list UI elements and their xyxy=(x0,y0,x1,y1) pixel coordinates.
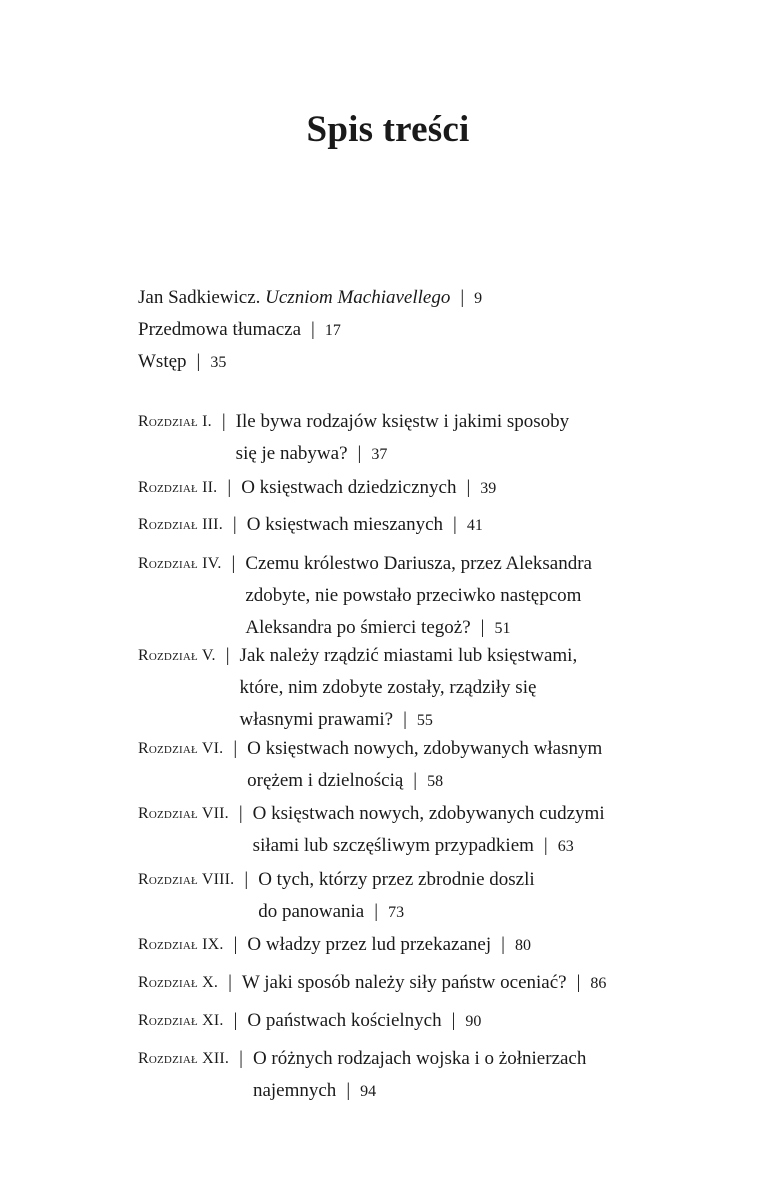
page-number: 94 xyxy=(360,1083,377,1100)
chapter-title-line: O księstwach mieszanych xyxy=(246,514,444,535)
separator: | xyxy=(233,738,238,759)
page-number: 41 xyxy=(466,517,483,534)
toc-chapter-11[interactable] xyxy=(138,1005,481,1038)
separator: | xyxy=(451,1010,456,1031)
chapter-title-line: O księstwach dziedzicznych xyxy=(241,477,457,498)
separator: | xyxy=(460,287,465,308)
chapter-label: Rozdział VII. xyxy=(138,805,229,822)
chapter-title-line: O księstwach nowych, zdobywanych cudzymi xyxy=(252,803,605,824)
chapter-title-line: O tych, którzy przez zbrodnie doszli xyxy=(258,869,535,890)
separator: | xyxy=(196,351,201,372)
separator: | xyxy=(227,477,232,498)
chapter-label: Rozdział VI. xyxy=(138,740,224,757)
entry-author: Jan Sadkiewicz. xyxy=(138,287,266,308)
page-number: 35 xyxy=(210,354,227,371)
page-number: 17 xyxy=(324,322,341,339)
toc-chapter-4[interactable] xyxy=(138,548,592,645)
page-number: 39 xyxy=(480,480,497,497)
chapter-title-line: O państwach kościelnych xyxy=(247,1010,442,1031)
chapter-title-line: orężem i dzielnością xyxy=(247,770,404,791)
page-number: 86 xyxy=(590,975,607,992)
separator: | xyxy=(374,901,379,922)
toc-chapter-12[interactable] xyxy=(138,1043,586,1108)
toc-chapter-2[interactable] xyxy=(138,472,496,505)
separator: | xyxy=(244,869,249,890)
separator: | xyxy=(346,1080,351,1101)
chapter-label: Rozdział III. xyxy=(138,516,223,533)
chapter-label: Rozdział V. xyxy=(138,647,216,664)
separator: | xyxy=(239,1048,243,1069)
chapter-title-line: najemnych xyxy=(252,1080,337,1101)
toc-entry-introduction[interactable] xyxy=(138,346,226,379)
page-title: Spis treści xyxy=(306,109,470,150)
separator: | xyxy=(221,411,226,432)
chapter-title-line: O władzy przez lud przekazanej xyxy=(247,934,492,955)
toc-chapter-3[interactable] xyxy=(138,509,483,542)
chapter-title-line: Ile bywa rodzajów księstw i jakimi sposoby xyxy=(235,411,570,432)
chapter-title-line: W jaki sposób należy siły państw oceniać? xyxy=(241,972,567,993)
chapter-title-line: Aleksandra po śmierci tegoż? xyxy=(245,617,471,638)
separator: | xyxy=(480,617,485,638)
page-number: 73 xyxy=(388,904,405,921)
toc-chapter-1[interactable] xyxy=(138,406,569,471)
chapter-label: Rozdział XII. xyxy=(138,1050,230,1067)
chapter-label: Rozdział II. xyxy=(138,479,218,496)
separator: | xyxy=(311,319,315,340)
separator: | xyxy=(357,443,362,464)
page-number: 55 xyxy=(416,712,433,729)
toc-chapter-5[interactable] xyxy=(138,640,577,737)
separator: | xyxy=(453,514,457,535)
separator: | xyxy=(233,1010,238,1031)
toc-chapter-8[interactable] xyxy=(138,864,535,929)
separator: | xyxy=(501,934,505,955)
entry-title: Wstęp xyxy=(138,351,187,372)
toc-entry-preface-sadkiewicz[interactable] xyxy=(138,282,482,315)
chapter-title-line: się je nabywa? xyxy=(235,443,348,464)
separator: | xyxy=(233,934,238,955)
toc-chapter-9[interactable] xyxy=(138,929,531,962)
separator: | xyxy=(231,553,236,574)
chapter-label: Rozdział IV. xyxy=(138,555,222,572)
page-number: 37 xyxy=(371,446,388,463)
chapter-label: Rozdział XI. xyxy=(138,1012,224,1029)
chapter-label: Rozdział X. xyxy=(138,974,219,991)
toc-chapter-6[interactable] xyxy=(138,733,602,798)
separator: | xyxy=(403,709,407,730)
page-number: 58 xyxy=(427,773,444,790)
page-number: 9 xyxy=(474,290,483,307)
separator: | xyxy=(543,835,548,856)
chapter-title-line: Czemu królestwo Dariusza, przez Aleksandra xyxy=(245,553,592,574)
page-number: 80 xyxy=(514,937,531,954)
separator: | xyxy=(466,477,471,498)
page-number: 63 xyxy=(557,838,574,855)
chapter-label: Rozdział VIII. xyxy=(138,871,235,888)
toc-entry-translator-preface[interactable] xyxy=(138,314,341,347)
chapter-label: Rozdział I. xyxy=(138,413,212,430)
entry-title: Przedmowa tłumacza xyxy=(138,319,302,340)
chapter-title-line: siłami lub szczęśliwym przypadkiem xyxy=(252,835,534,856)
chapter-title-line: zdobyte, nie powstało przeciwko następcom xyxy=(245,585,582,606)
separator: | xyxy=(232,514,237,535)
entry-title: Uczniom Machiavellego xyxy=(265,287,451,308)
chapter-title-line: Jak należy rządzić miastami lub księstwami, xyxy=(239,645,578,666)
page-number: 51 xyxy=(494,620,511,637)
chapter-title-line: własnymi prawami? xyxy=(239,709,394,730)
chapter-title-line: które, nim zdobyte zostały, rządziły się xyxy=(239,677,537,698)
separator: | xyxy=(413,770,418,791)
page-number: 90 xyxy=(465,1013,482,1030)
separator: | xyxy=(228,972,232,993)
chapter-label: Rozdział IX. xyxy=(138,936,224,953)
separator: | xyxy=(225,645,230,666)
chapter-title-line: O księstwach nowych, zdobywanych własnym xyxy=(247,738,603,759)
chapter-title-line: do panowania xyxy=(258,901,365,922)
toc-chapter-10[interactable] xyxy=(138,967,606,1000)
toc-chapter-7[interactable] xyxy=(138,798,605,863)
chapter-title-line: O różnych rodzajach wojska i o żołnierzach xyxy=(252,1048,587,1069)
separator: | xyxy=(238,803,243,824)
separator: | xyxy=(576,972,581,993)
